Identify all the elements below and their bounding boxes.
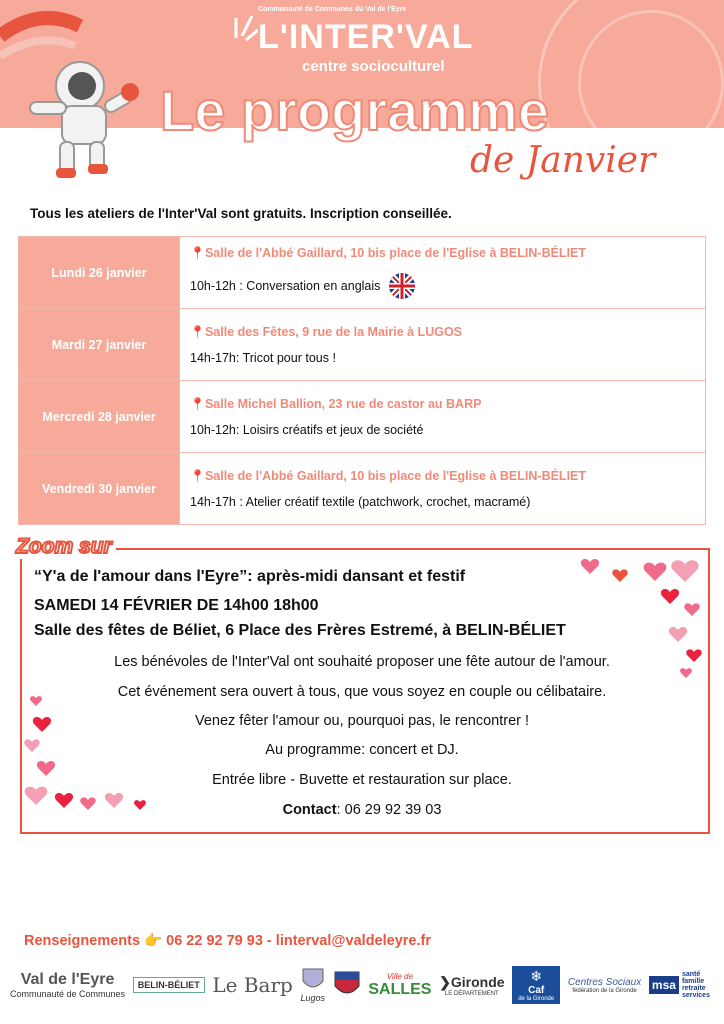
partner-logos xyxy=(10,962,720,1008)
crest-icon xyxy=(333,970,361,1000)
msa-logo xyxy=(649,971,720,999)
belin-beliet-logo xyxy=(133,977,205,993)
logo-subtext: Ville de xyxy=(386,971,413,981)
logo-text xyxy=(439,974,504,991)
location-text: Salle de l'Abbé Gaillard, 10 bis place de l'Eglise à BELIN-BÉLIET xyxy=(204,245,587,260)
location-text: Salle de l'Abbé Gaillard, 10 bis place de l'Eglise à BELIN-BÉLIET xyxy=(204,468,587,483)
page-title: Le programme xyxy=(160,79,549,142)
centres-sociaux-logo xyxy=(568,977,641,994)
event-description-line: Au programme: concert et DJ. xyxy=(265,742,459,758)
logo-text: BELIN-BÉLIET xyxy=(137,980,200,990)
pin-icon: 📍 xyxy=(190,396,205,411)
location-line xyxy=(190,246,704,260)
activity-text: 10h-12h : Conversation en anglais xyxy=(190,278,381,293)
logo-subtext: santé famille retraite services xyxy=(681,971,710,999)
activity-text: 14h-17h: Tricot pour tous ! xyxy=(190,350,336,365)
brand-name: L'INTER'VAL xyxy=(258,18,474,56)
logo-text: Caf xyxy=(528,985,545,996)
day-cell: Lundi 26 janvier xyxy=(19,237,180,309)
logo-subtext: de la Gironde xyxy=(518,996,555,1002)
info-cell xyxy=(180,309,706,381)
logo-text: Centres Sociaux xyxy=(567,976,642,988)
event-contact xyxy=(0,802,724,818)
logo-subtext: LE DÉPARTEMENT xyxy=(444,990,499,997)
table-row xyxy=(19,453,706,525)
gironde-arrow-icon: ❯ xyxy=(439,973,451,990)
event-date: SAMEDI 14 FÉVRIER DE 14h00 18h00 xyxy=(34,597,319,614)
event-title: “Y'a de l'amour dans l'Eyre”: après-midi dansant et festif xyxy=(34,568,466,585)
uk-flag-icon xyxy=(388,272,416,300)
day-cell: Mercredi 28 janvier xyxy=(19,381,180,453)
logo-text: Val de l'Eyre xyxy=(20,971,115,988)
contact-label: Contact xyxy=(282,802,337,818)
info-cell xyxy=(180,237,706,309)
pin-icon: 📍 xyxy=(190,245,205,260)
organization-name: Communauté de Communes du Val de l'Eyre xyxy=(258,6,407,13)
pin-icon: 📍 xyxy=(190,324,205,339)
astronaut-illustration-icon xyxy=(0,6,150,186)
event-venue: Salle des fêtes de Béliet, 6 Place des Frères Estremé, à BELIN-BÉLIET xyxy=(34,622,566,639)
location-line xyxy=(190,397,704,411)
contact-value: : 06 29 92 39 03 xyxy=(336,802,442,818)
logo-subtext: Communauté de Communes xyxy=(10,989,126,999)
table-row xyxy=(19,309,706,381)
location-text: Salle des Fêtes, 9 rue de la Mairie à LUGOS xyxy=(204,324,463,339)
logo-text-name: Gironde xyxy=(450,973,505,990)
salles-logo xyxy=(368,972,431,999)
event-description-line: Entrée libre - Buvette et restauration sur place. xyxy=(212,772,512,788)
table-row xyxy=(19,381,706,453)
footer-contact-info: Renseignements 👉 06 22 92 79 93 - linterval@valdeleyre.fr xyxy=(24,933,431,949)
activity-text: 14h-17h : Atelier créatif textile (patchwork, crochet, macramé) xyxy=(190,494,531,509)
activity-line xyxy=(190,423,704,437)
event-description-line: Venez fêter l'amour ou, pourquoi pas, le rencontrer ! xyxy=(194,713,530,729)
day-cell: Mardi 27 janvier xyxy=(19,309,180,381)
logo-text: SALLES xyxy=(368,980,432,998)
le-barp-logo xyxy=(212,973,292,997)
caf-logo xyxy=(512,966,560,1004)
info-cell xyxy=(180,381,706,453)
day-cell: Vendredi 30 janvier xyxy=(19,453,180,525)
snowflake-icon: ❄ xyxy=(530,968,543,984)
page-subtitle: de Janvier xyxy=(470,140,656,181)
activity-line xyxy=(190,351,704,365)
pin-icon: 📍 xyxy=(190,468,205,483)
location-text: Salle Michel Ballion, 23 rue de castor au BARP xyxy=(204,396,482,411)
brand-subtitle: centre socioculturel xyxy=(302,58,445,75)
event-description-line: Cet événement sera ouvert à tous, que vous soyez en couple ou célibataire. xyxy=(117,684,607,700)
saint-magne-logo xyxy=(333,970,361,1000)
info-cell xyxy=(180,453,706,525)
logo-text: Lugos xyxy=(300,993,326,1003)
lugos-logo xyxy=(301,967,326,1003)
intro-text: Tous les ateliers de l'Inter'Val sont gratuits. Inscription conseillée. xyxy=(30,206,452,221)
brand-rays-icon xyxy=(232,12,258,42)
location-line xyxy=(190,469,704,483)
zoom-tag: Zoom sur xyxy=(12,535,116,559)
gironde-logo xyxy=(439,974,504,997)
activity-line xyxy=(190,272,704,300)
activity-line xyxy=(190,495,704,509)
logo-text: Le Barp xyxy=(212,973,293,997)
event-description-line: Les bénévoles de l'Inter'Val ont souhaité proposer une fête autour de l'amour. xyxy=(114,654,610,670)
lugos-crest-icon xyxy=(301,967,325,993)
location-line xyxy=(190,325,704,339)
schedule-table xyxy=(18,236,706,525)
logo-subtext: fédération de la Gironde xyxy=(572,987,637,994)
val-de-leyre-logo xyxy=(10,971,125,999)
logo-text: msa xyxy=(649,976,679,994)
activity-text: 10h-12h: Loisirs créatifs et jeux de société xyxy=(190,422,424,437)
table-row xyxy=(19,237,706,309)
